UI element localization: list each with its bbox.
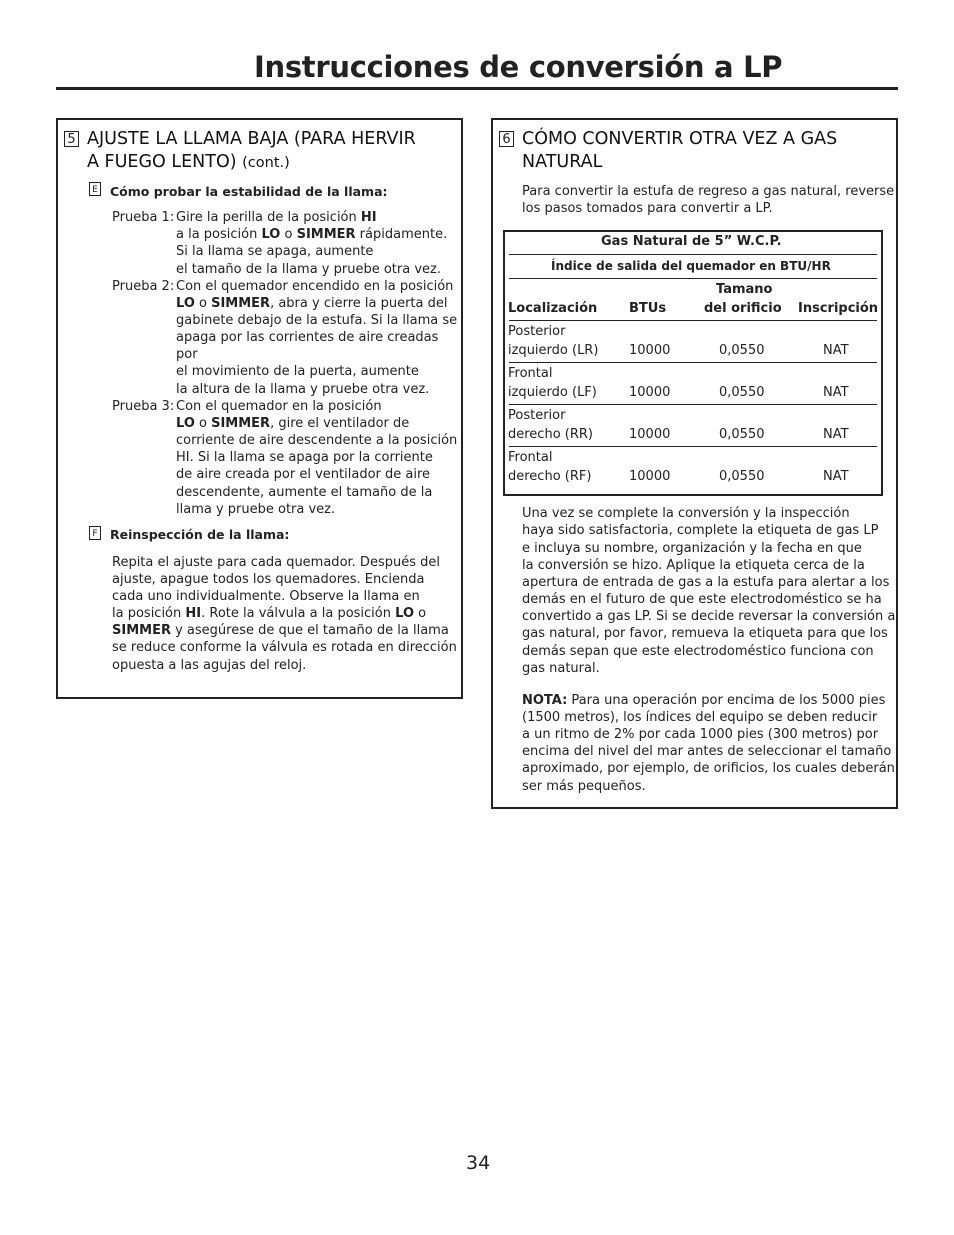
table-divider bbox=[509, 362, 877, 363]
section-5-heading-line2-wrap bbox=[87, 151, 416, 175]
table-cell-inscription: NAT bbox=[823, 469, 849, 484]
prueba-3-line: HI. Si la llama se apaga por la corriente bbox=[176, 450, 433, 465]
section-6-number: 6 bbox=[499, 131, 514, 147]
section-5-heading-line1: AJUSTE LA LLAMA BAJA (PARA HERVIR bbox=[87, 129, 416, 149]
prueba-2-line: gabinete debajo de la estufa. Si la llama se bbox=[176, 313, 458, 328]
reinspection-line: se reduce conforme la válvula es rotada en dirección bbox=[112, 640, 457, 655]
table-caption: Gas Natural de 5” W.C.P. bbox=[601, 234, 782, 249]
prueba-3-l2a: LO bbox=[176, 416, 195, 431]
table-cell-inscription: NAT bbox=[823, 343, 849, 358]
section-6-heading bbox=[522, 128, 837, 174]
reinspection-l4e: o bbox=[414, 606, 427, 621]
prueba-2-line: por bbox=[176, 347, 198, 362]
reinspection-line: Repita el ajuste para cada quemador. Después del bbox=[112, 555, 440, 570]
table-divider bbox=[509, 278, 877, 279]
prueba-1-l2d: SIMMER bbox=[296, 227, 356, 242]
table-cell-orifice: 0,0550 bbox=[719, 385, 765, 400]
note-line: a un ritmo de 2% por cada 1000 pies (300 metros) por bbox=[522, 727, 879, 742]
section-6-intro: Para convertir la estufa de regreso a gas natural, reverse bbox=[522, 184, 895, 199]
prueba-2-line bbox=[176, 295, 447, 312]
reinspection-line: opuesta a las agujas del reloj. bbox=[112, 658, 307, 673]
orifice-table bbox=[503, 230, 883, 496]
body-line: Una vez se complete la conversión y la inspección bbox=[522, 506, 850, 521]
table-divider bbox=[509, 254, 877, 255]
header-orifice-line2: del orificio bbox=[704, 301, 782, 316]
prueba-1-l1a: Gire la perilla de la posición bbox=[176, 210, 361, 225]
header-inscription: Inscripción bbox=[798, 301, 879, 316]
sub-f-title: Reinspección de la llama: bbox=[110, 527, 290, 542]
table-cell-orifice: 0,0550 bbox=[719, 469, 765, 484]
note-line bbox=[522, 692, 885, 709]
section-6-intro: los pasos tomados para convertir a LP. bbox=[522, 201, 773, 216]
sub-e-title: Cómo probar la estabilidad de la llama: bbox=[110, 184, 388, 199]
note-label: NOTA: bbox=[522, 693, 568, 708]
prueba-3-l2b: o bbox=[194, 416, 212, 431]
prueba-2-line: Con el quemador encendido en la posición bbox=[176, 279, 454, 294]
note-line: encima del nivel del mar antes de seleccionar el tamaño bbox=[522, 744, 892, 759]
table-cell-location: Frontal bbox=[508, 366, 553, 381]
page-title: Instrucciones de conversión a LP bbox=[254, 50, 783, 84]
prueba-2-label: Prueba 2: bbox=[112, 279, 175, 294]
table-divider bbox=[509, 404, 877, 405]
section-5-heading-cont: (cont.) bbox=[242, 155, 290, 171]
reinspection-l5b: y asegúrese de que el tamaño de la llama bbox=[170, 623, 449, 638]
table-cell-orifice: 0,0550 bbox=[719, 343, 765, 358]
prueba-1-label: Prueba 1: bbox=[112, 210, 175, 225]
prueba-2-l2c: SIMMER bbox=[211, 296, 271, 311]
prueba-1-line: Si la llama se apaga, aumente bbox=[176, 244, 374, 259]
prueba-2-l2b: o bbox=[194, 296, 212, 311]
prueba-1-l2a: a la posición bbox=[176, 227, 262, 242]
table-subcaption: Índice de salida del quemador en BTU/HR bbox=[551, 259, 831, 273]
table-cell-inscription: NAT bbox=[823, 427, 849, 442]
reinspection-l5a: SIMMER bbox=[112, 623, 171, 638]
prueba-3-l2c: SIMMER bbox=[211, 416, 271, 431]
sub-e-letter: E bbox=[89, 182, 101, 196]
table-cell-location: derecho (RF) bbox=[508, 469, 592, 484]
table-cell-btu: 10000 bbox=[629, 427, 671, 442]
section-6-heading-line1: CÓMO CONVERTIR OTRA VEZ A GAS bbox=[522, 129, 838, 149]
header-btus: BTUs bbox=[629, 301, 667, 316]
prueba-1-l1b: HI bbox=[360, 210, 377, 225]
table-cell-location: Frontal bbox=[508, 450, 553, 465]
prueba-3-label: Prueba 3: bbox=[112, 399, 175, 414]
prueba-3-line: de aire creada por el ventilador de aire bbox=[176, 467, 431, 482]
table-cell-location: derecho (RR) bbox=[508, 427, 593, 442]
body-line: e incluya su nombre, organización y la fecha en que bbox=[522, 541, 862, 556]
page-number: 34 bbox=[466, 1152, 491, 1174]
table-cell-btu: 10000 bbox=[629, 343, 671, 358]
table-cell-inscription: NAT bbox=[823, 385, 849, 400]
prueba-2-l2a: LO bbox=[176, 296, 195, 311]
body-line: apertura de entrada de gas a la estufa para alertar a los bbox=[522, 575, 890, 590]
prueba-1-l2c: o bbox=[280, 227, 297, 242]
prueba-3-line bbox=[176, 415, 409, 432]
section-6-heading-line2: NATURAL bbox=[522, 152, 603, 172]
reinspection-l4c: . Rote la válvula a la posición bbox=[201, 606, 396, 621]
sub-f-letter: F bbox=[89, 526, 101, 540]
body-line: haya sido satisfactoria, complete la etiqueta de gas LP bbox=[522, 523, 879, 538]
section-5-heading bbox=[87, 128, 416, 175]
reinspection-line bbox=[112, 622, 449, 639]
reinspection-line: ajuste, apague todos los quemadores. Encienda bbox=[112, 572, 425, 587]
reinspection-l4b: HI bbox=[185, 606, 202, 621]
prueba-1-line: el tamaño de la llama y pruebe otra vez. bbox=[176, 262, 441, 277]
reinspection-l4a: la posición bbox=[112, 606, 186, 621]
reinspection-line: cada uno individualmente. Observe la llama en bbox=[112, 589, 420, 604]
prueba-3-l2d: , gire el ventilador de bbox=[270, 416, 410, 431]
table-cell-location: izquierdo (LF) bbox=[508, 385, 597, 400]
table-cell-location: izquierdo (LR) bbox=[508, 343, 599, 358]
prueba-1-l2e: rápidamente. bbox=[355, 227, 448, 242]
table-cell-location: Posterior bbox=[508, 408, 566, 423]
title-divider bbox=[56, 87, 898, 90]
table-cell-btu: 10000 bbox=[629, 469, 671, 484]
prueba-3-line: corriente de aire descendente a la posición bbox=[176, 433, 458, 448]
section-5-number: 5 bbox=[64, 131, 79, 147]
table-divider bbox=[509, 446, 877, 447]
reinspection-l4d: LO bbox=[395, 606, 414, 621]
body-line: demás sepan que este electrodoméstico funciona con bbox=[522, 644, 874, 659]
header-orifice-line1: Tamano bbox=[716, 282, 773, 297]
body-line: demás en el futuro de que este electrodoméstico se ha bbox=[522, 592, 882, 607]
table-cell-location: Posterior bbox=[508, 324, 566, 339]
note-line: (1500 metros), los índices del equipo se deben reducir bbox=[522, 710, 878, 725]
body-line: gas natural. bbox=[522, 661, 600, 676]
section-5-heading-line2: A FUEGO LENTO) bbox=[87, 152, 237, 172]
prueba-2-line: el movimiento de la puerta, aumente bbox=[176, 364, 419, 379]
prueba-3-line: descendente, aumente el tamaño de la bbox=[176, 485, 433, 500]
prueba-1-line bbox=[176, 209, 377, 226]
body-line: convertido a gas LP. Si se decide reversar la conversión a bbox=[522, 609, 896, 624]
prueba-3-line: Con el quemador en la posición bbox=[176, 399, 382, 414]
note-text: Para una operación por encima de los 5000 pies bbox=[567, 693, 886, 708]
table-cell-btu: 10000 bbox=[629, 385, 671, 400]
prueba-2-line: apaga por las corrientes de aire creadas bbox=[176, 330, 439, 345]
note-line: aproximado, por ejemplo, de orificios, los cuales deberán bbox=[522, 761, 895, 776]
table-cell-orifice: 0,0550 bbox=[719, 427, 765, 442]
body-line: gas natural, por favor, remueva la etiqueta para que los bbox=[522, 626, 888, 641]
reinspection-line bbox=[112, 605, 426, 622]
prueba-1-line bbox=[176, 226, 447, 243]
header-location: Localización bbox=[508, 301, 598, 316]
note-line: ser más pequeños. bbox=[522, 779, 646, 794]
prueba-2-line: la altura de la llama y pruebe otra vez. bbox=[176, 382, 430, 397]
body-line: la conversión se hizo. Aplique la etiqueta cerca de la bbox=[522, 558, 865, 573]
prueba-1-l2b: LO bbox=[261, 227, 281, 242]
table-divider bbox=[509, 320, 877, 321]
prueba-2-l2d: , abra y cierre la puerta del bbox=[270, 296, 448, 311]
prueba-3-line: llama y pruebe otra vez. bbox=[176, 502, 336, 517]
